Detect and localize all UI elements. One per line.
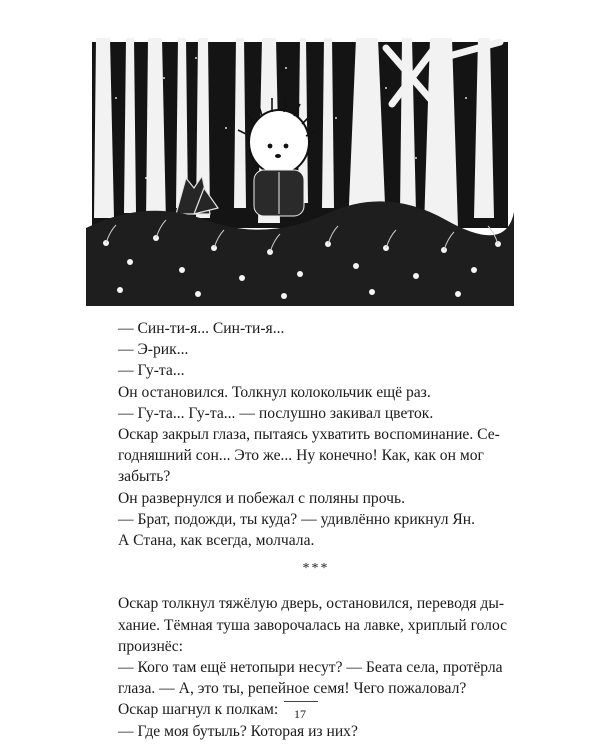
page-number: 17 [294,707,306,721]
text-line: — Гу-та... Гу-та... — послушно закивал цветок. [118,404,434,422]
text-line: Оскар закрыл глаза, пытаясь ухватить воспоминание. Се- [118,426,500,444]
section-separator: *** [302,561,330,577]
text-line: хание. Тёмная туша заворочалась на лавке, хриплый голос [118,616,508,634]
text-line: Он развернулся и побежал с поляны прочь. [118,489,405,507]
footer-rule [284,701,318,702]
text-line: глаза. — А, это ты, репейное семя! Чего пожаловал? [118,680,467,698]
text-line: Оскар шагнул к полкам: [118,701,279,719]
text-line: — Кого там ещё нетопыри несут? — Беата села, протёрла [118,659,503,677]
body-text [118,318,514,742]
forest-illustration [86,38,514,306]
text-line: — Где моя бутыль? Которая из них? [118,722,358,740]
text-line: Он остановился. Толкнул колокольчик ещё раз. [118,383,431,401]
text-line: — Э-рик... [118,341,189,359]
text-line: годняшний сон... Это же... Ну конечно! Как, как он мог забыть? [118,447,484,486]
text-line: — Син-ти-я... Син-ти-я... [118,320,285,337]
text-line: произнёс: [118,637,183,655]
text-line: Оскар толкнул тяжёлую дверь, остановился, переводя ды- [118,595,505,613]
text-line: А Стана, как всегда, молчала. [118,532,315,550]
text-line: — Брат, подожди, ты куда? — удивлённо крикнул Ян. [118,510,476,528]
text-line: — Гу-та... [118,362,185,380]
